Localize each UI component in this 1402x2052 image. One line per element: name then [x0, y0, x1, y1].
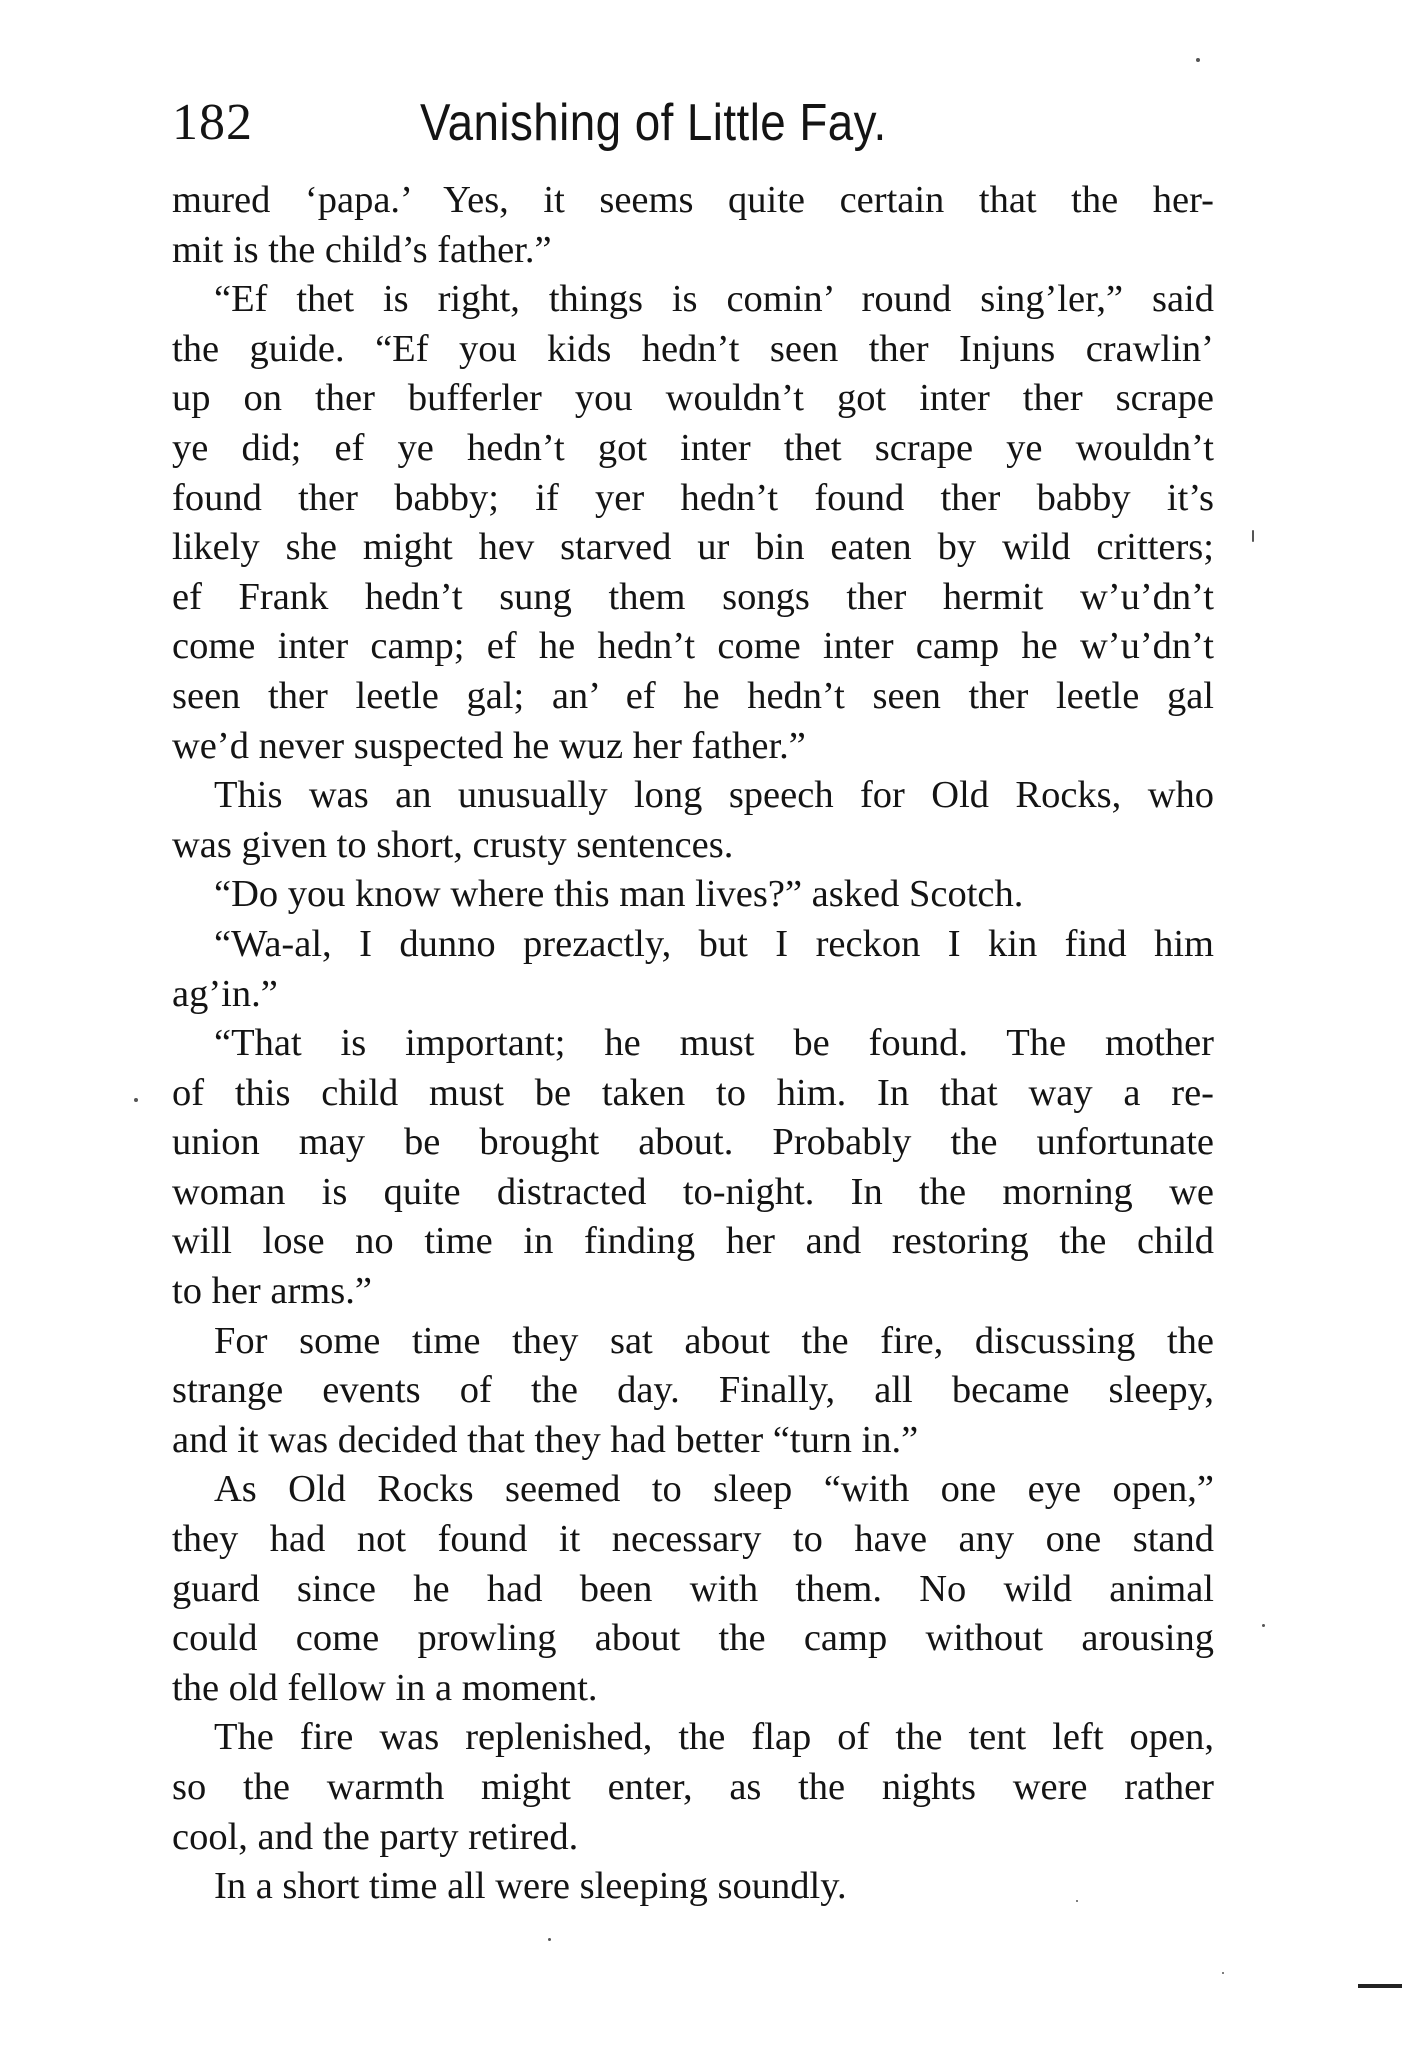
text-line: the old fellow in a moment. — [172, 1666, 598, 1709]
text-line: As Old Rocks seemed to sleep “with one eye open,” — [214, 1468, 1214, 1511]
text-line: “That is important; he must be found. The mother — [214, 1022, 1214, 1065]
text-line: so the warmth might enter, as the nights were rather — [172, 1766, 1214, 1808]
text-line: likely she might hev starved ur bin eaten by wild critters; — [172, 526, 1214, 569]
paragraph — [172, 1713, 1214, 1862]
text-line: was given to short, crusty sentences. — [172, 823, 734, 866]
body-text — [172, 176, 1214, 1912]
text-line: found ther babby; if yer hedn’t found ther babby it’s — [172, 476, 1214, 519]
page-number: 182 — [172, 94, 253, 151]
paragraph — [172, 176, 1214, 275]
text-line: mured ‘papa.’ Yes, it seems quite certain that the her- — [172, 179, 1214, 221]
scan-speck — [1196, 58, 1200, 62]
paragraph — [172, 1019, 1214, 1317]
text-line: of this child must be taken to him. In that way a re- — [172, 1071, 1214, 1114]
text-line: we’d never suspected he wuz her father.” — [172, 724, 806, 767]
text-line: The fire was replenished, the flap of the tent left open, — [214, 1716, 1214, 1759]
page-edge-mark — [1358, 1984, 1402, 1988]
page-header — [172, 88, 1232, 168]
paragraph — [172, 870, 1214, 920]
scan-speck — [134, 1098, 138, 1102]
text-line: ag’in.” — [172, 972, 278, 1015]
paragraph — [172, 771, 1214, 870]
paragraph — [172, 1317, 1214, 1466]
scan-speck — [1222, 1972, 1224, 1974]
text-line: “Ef thet is right, things is comin’ round sing’ler,” said — [214, 278, 1214, 321]
text-line: mit is the child’s father.” — [172, 228, 552, 271]
text-line: strange events of the day. Finally, all became sleepy, — [172, 1369, 1214, 1412]
text-line: could come prowling about the camp without arousing — [172, 1617, 1214, 1660]
text-line: woman is quite distracted to-night. In the morning we — [172, 1170, 1214, 1213]
paragraph — [172, 275, 1214, 771]
text-line: will lose no time in finding her and restoring the child — [172, 1220, 1214, 1263]
scan-speck — [1076, 1900, 1078, 1902]
text-line: “Do you know where this man lives?” asked Scotch. — [214, 873, 1024, 916]
scan-speck — [1262, 1624, 1265, 1627]
text-line: ye did; ef ye hedn’t got inter thet scrape ye wouldn’t — [172, 426, 1214, 469]
scan-speck — [548, 1938, 551, 1941]
paragraph — [172, 920, 1214, 1019]
text-line: guard since he had been with them. No wild animal — [172, 1567, 1214, 1610]
text-line: and it was decided that they had better “turn in.” — [172, 1418, 919, 1461]
scan-speck — [1252, 530, 1254, 542]
text-line: to her arms.” — [172, 1270, 372, 1313]
text-line: cool, and the party retired. — [172, 1815, 579, 1858]
text-line: they had not found it necessary to have any one stand — [172, 1518, 1214, 1561]
text-line: seen ther leetle gal; an’ ef he hedn’t seen ther leetle gal — [172, 674, 1214, 717]
text-line: This was an unusually long speech for Old Rocks, who — [214, 774, 1214, 817]
paragraph — [172, 1465, 1214, 1713]
running-title: Vanishing of Little Fay. — [420, 94, 887, 152]
text-line: “Wa-al, I dunno prezactly, but I reckon I kin find him — [214, 922, 1214, 965]
text-line: ef Frank hedn’t sung them songs ther hermit w’u’dn’t — [172, 575, 1214, 618]
paragraph — [172, 1862, 1214, 1912]
text-line: In a short time all were sleeping soundly. — [214, 1865, 847, 1908]
text-line: come inter camp; ef he hedn’t come inter camp he w’u’dn’t — [172, 625, 1214, 668]
text-line: union may be brought about. Probably the unfortunate — [172, 1121, 1214, 1164]
text-line: up on ther bufferler you wouldn’t got inter ther scrape — [172, 377, 1214, 420]
text-line: the guide. “Ef you kids hedn’t seen ther Injuns crawlin’ — [172, 327, 1214, 370]
text-line: For some time they sat about the fire, discussing the — [214, 1319, 1214, 1362]
